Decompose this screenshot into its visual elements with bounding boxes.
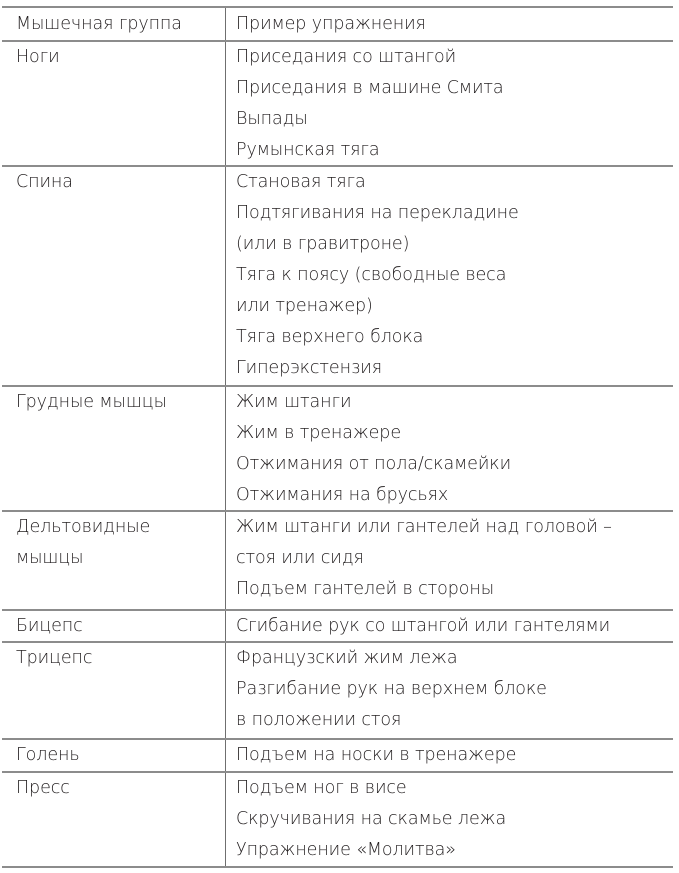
exercise-list-cell — [236, 643, 672, 736]
muscle-group-label: мышцы — [16, 548, 84, 568]
exercise-item: Подъем гантелей в стороны — [236, 579, 495, 599]
table-row — [2, 738, 673, 771]
muscle-group-label: Голень — [16, 745, 80, 765]
muscle-group-label: Пресс — [16, 778, 70, 798]
table-row — [2, 510, 673, 609]
exercise-table — [2, 6, 673, 868]
muscle-group-label: Бицепс — [16, 616, 83, 636]
exercise-item: или тренажер) — [236, 296, 373, 316]
exercise-item: Подъем на носки в тренажере — [236, 745, 517, 765]
muscle-group-label: Трицепс — [16, 648, 93, 668]
column-divider — [225, 167, 226, 385]
muscle-group-cell — [16, 387, 224, 418]
exercise-item: Упражнение «Молитва» — [236, 840, 456, 860]
header-muscle-group: Мышечная группа — [16, 14, 182, 34]
exercise-item: Отжимания на брусьях — [236, 485, 449, 505]
column-divider — [225, 42, 226, 165]
exercise-list-cell — [236, 387, 672, 511]
exercise-list-cell — [236, 512, 672, 605]
exercise-item: Жим штанги или гантелей над головой – — [236, 517, 612, 537]
exercise-item: стоя или сидя — [236, 548, 364, 568]
exercise-item: Отжимания от пола/скамейки — [236, 454, 511, 474]
muscle-group-cell — [16, 773, 224, 804]
exercise-item: Жим в тренажере — [236, 423, 401, 443]
exercise-item: Тяга верхнего блока — [236, 327, 424, 347]
exercise-item: Сгибание рук со штангой или гантелями — [236, 616, 611, 636]
exercise-item: Тяга к поясу (свободные веса — [236, 265, 507, 285]
exercise-item: Приседания со штангой — [236, 47, 457, 67]
exercise-list-cell — [236, 740, 672, 771]
column-divider — [225, 643, 226, 738]
table-row — [2, 40, 673, 165]
exercise-item: Гиперэкстензия — [236, 358, 382, 378]
exercise-list-cell — [236, 611, 672, 642]
muscle-group-label: Грудные мышцы — [16, 392, 167, 412]
table-row — [2, 609, 673, 641]
exercise-list-cell — [236, 773, 672, 866]
muscle-group-label: Дельтовидные — [16, 517, 151, 537]
muscle-group-label: Ноги — [16, 47, 60, 67]
exercise-item: Подъем ног в висе — [236, 778, 407, 798]
muscle-group-cell — [16, 643, 224, 674]
column-divider — [225, 611, 226, 641]
muscle-group-cell — [16, 611, 224, 642]
column-divider — [225, 740, 226, 771]
exercise-item: Французский жим лежа — [236, 648, 458, 668]
muscle-group-cell — [16, 740, 224, 771]
muscle-group-cell — [16, 42, 224, 73]
exercise-item: Подтягивания на перекладине — [236, 203, 519, 223]
exercise-item: Выпады — [236, 109, 308, 129]
exercise-item: Приседания в машине Смита — [236, 78, 504, 98]
table-row — [2, 641, 673, 738]
exercise-item: Скручивания на скамье лежа — [236, 809, 507, 829]
column-divider — [225, 773, 226, 866]
exercise-item: в положении стоя — [236, 710, 402, 730]
exercise-item: Жим штанги — [236, 392, 352, 412]
muscle-group-label: Спина — [16, 172, 73, 192]
table-row — [2, 771, 673, 868]
table-row — [2, 385, 673, 510]
exercise-list-cell — [236, 42, 672, 166]
table-row — [2, 165, 673, 385]
column-divider — [225, 8, 226, 40]
header-exercise-example: Пример упражнения — [236, 14, 426, 34]
table-header-row — [2, 6, 673, 40]
exercise-list-cell — [236, 167, 672, 384]
muscle-group-cell — [16, 167, 224, 198]
exercise-item: Становая тяга — [236, 172, 366, 192]
column-divider — [225, 512, 226, 609]
exercise-item: Румынская тяга — [236, 140, 380, 160]
exercise-item: Разгибание рук на верхнем блоке — [236, 679, 547, 699]
column-divider — [225, 387, 226, 510]
exercise-item: (или в гравитроне) — [236, 234, 410, 254]
muscle-group-cell — [16, 512, 224, 574]
